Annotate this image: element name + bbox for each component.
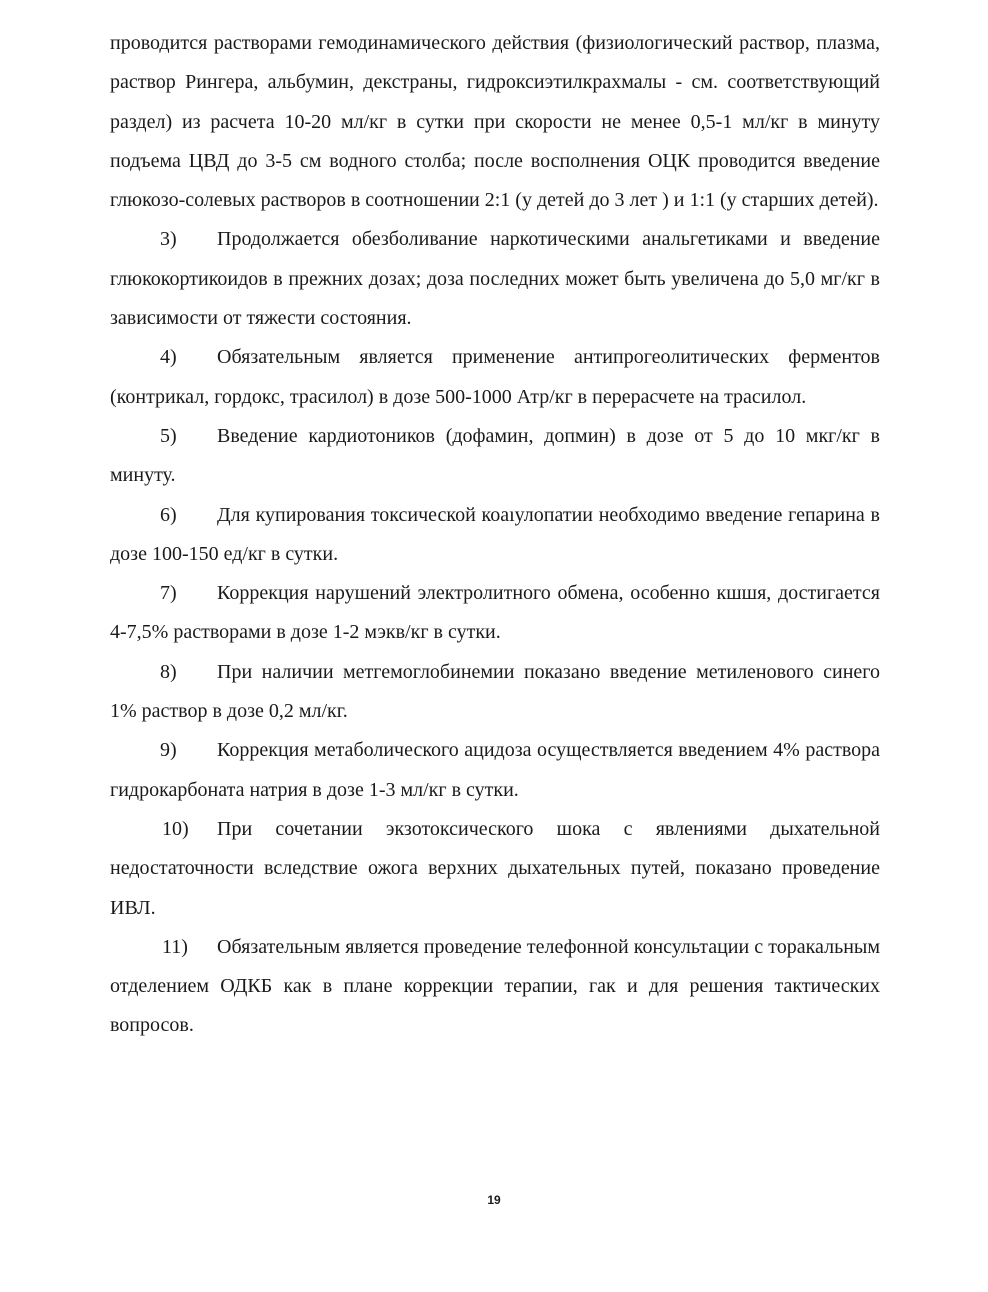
list-item-11	[110, 928, 880, 1046]
list-item-6	[110, 496, 880, 575]
item-text: Обязательным является применение антипрогеолитических ферментов (контрикал, гордокс, трасилол) в дозе 500-1000 Атр/кг в перерасчете на трасилол.	[110, 346, 880, 408]
item-number: 5)	[160, 424, 177, 447]
list-item-8	[110, 653, 880, 732]
item-number: 3)	[160, 228, 177, 251]
item-number: 9)	[160, 739, 177, 762]
page-number: 19	[487, 1193, 501, 1207]
item-text: Для купирования токсической коаıулопатии необходимо введение гепарина в дозе 100-150 ед/кг в сутки.	[110, 503, 880, 565]
list-item-9	[110, 731, 880, 810]
item-text: Продолжается обезболивание наркотическими анальгетиками и введение глюкокортикоидов в прежних дозах; доза последних может быть увеличена до 5,0 мг/кг в зависимости от тяжести состояния.	[110, 228, 880, 330]
list-item-10	[110, 810, 880, 928]
item-text: Обязательным является проведение телефонной консультации с торакальным отделением ОДКБ как в плане коррекции терапии, гак и для решения тактических вопросов.	[110, 935, 880, 1037]
item-number: 4)	[160, 346, 177, 369]
list-item-3	[110, 220, 880, 338]
list-item-5	[110, 417, 880, 496]
intro-paragraph: проводится растворами гемодинамического действия (физиологический раствор, плазма, раствор Рингера, альбумин, декстраны, гидроксиэтилкрахмалы - см. соответствующий раздел) из расчета 10-20 мл/кг в сутки при скорости не менее 0,5-1 мл/кг в минуту подъема ЦВД до 3-5 см водного столба; после восполнения ОЦК проводится введение глюкозо-солевых растворов в соотношении 2:1 (у детей до 3 лет ) и 1:1 (у старших детей).	[110, 32, 880, 212]
item-number: 6)	[160, 503, 177, 526]
item-number: 8)	[160, 660, 177, 683]
item-number: 10)	[162, 817, 189, 840]
item-text: Введение кардиотоников (дофамин, допмин) в дозе от 5 до 10 мкг/кг в минуту.	[110, 424, 880, 487]
item-text: При наличии метгемоглобинемии показано введение метиленового синего 1% раствор в дозе 0,2 мл/кг.	[110, 660, 880, 723]
item-number: 11)	[162, 935, 188, 958]
item-text: Коррекция нарушений электролитного обмена, особенно кшшя, достигается 4-7,5% растворами в дозе 1-2 мэкв/кг в сутки.	[110, 582, 880, 644]
item-text: При сочетании экзотоксического шока с явлениями дыхательной недостаточности вследствие ожога верхних дыхательных путей, показано проведение ИВЛ.	[110, 817, 880, 919]
item-number: 7)	[160, 582, 177, 605]
body-text	[110, 24, 880, 1046]
item-text: Коррекция метаболического ацидоза осуществляется введением 4% раствора гидрокарбоната натрия в дозе 1-3 мл/кг в сутки.	[110, 739, 880, 801]
list-item-4	[110, 338, 880, 417]
list-item-7	[110, 574, 880, 653]
